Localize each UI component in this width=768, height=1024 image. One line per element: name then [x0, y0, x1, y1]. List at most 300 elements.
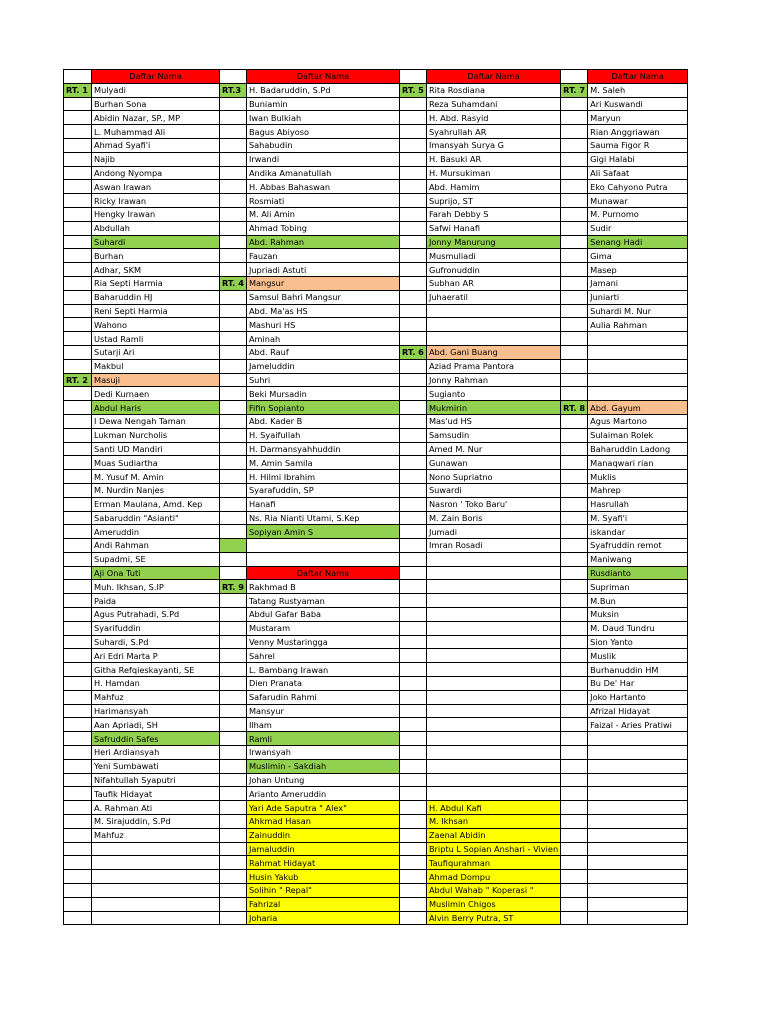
name-a-cell[interactable]: I Dewa Nengah Taman [92, 414, 220, 428]
name-a-cell[interactable]: Paida [92, 594, 220, 608]
rt-label-c-cell[interactable] [399, 456, 426, 470]
name-c-cell[interactable]: Taufiqurahman [426, 856, 560, 870]
rt-label-b-cell[interactable] [220, 746, 247, 760]
name-a-cell[interactable]: Lukman Nurcholis [92, 428, 220, 442]
name-b-cell[interactable]: H. Abbas Bahaswan [246, 180, 399, 194]
name-a-cell[interactable] [92, 911, 220, 925]
name-b-cell[interactable]: Husin Yakub [246, 870, 399, 884]
rt-label-a-cell[interactable] [64, 497, 92, 511]
name-d-cell[interactable]: Jamani [588, 276, 688, 290]
rt-label-c-cell[interactable] [399, 483, 426, 497]
rt-label-c-cell[interactable] [399, 414, 426, 428]
name-b-cell[interactable]: Johan Untung [246, 773, 399, 787]
header-cell-daftar-nama[interactable]: Daftar Nama [588, 70, 688, 84]
name-b-cell[interactable]: Muslimin - Sakdiah [246, 759, 399, 773]
name-c-cell[interactable]: Mukmirin [426, 401, 560, 415]
rt-label-c-cell[interactable] [399, 677, 426, 691]
name-d-cell[interactable] [588, 373, 688, 387]
rt-label-d-cell[interactable] [561, 470, 588, 484]
name-d-cell[interactable]: Muklis [588, 470, 688, 484]
name-c-cell[interactable]: Zaenal Abidin [426, 828, 560, 842]
rt-label-d-cell[interactable] [561, 166, 588, 180]
name-a-cell[interactable] [92, 842, 220, 856]
rt-label-b-cell[interactable] [220, 263, 247, 277]
name-c-cell[interactable]: Briptu L Sopian Anshari - Vivien [426, 842, 560, 856]
name-c-cell[interactable] [426, 649, 560, 663]
name-c-cell[interactable] [426, 787, 560, 801]
name-c-cell[interactable]: H. Basuki AR [426, 152, 560, 166]
rt-label-c-cell[interactable] [399, 594, 426, 608]
name-b-cell[interactable]: Ilham [246, 718, 399, 732]
rt-label-c-cell[interactable] [399, 166, 426, 180]
rt-label-c-cell[interactable] [399, 897, 426, 911]
name-c-cell[interactable] [426, 718, 560, 732]
name-d-cell[interactable]: Syafruddin remot [588, 539, 688, 553]
name-b-cell[interactable]: Buniamin [246, 97, 399, 111]
rt-label-c-cell[interactable] [399, 249, 426, 263]
name-d-cell[interactable]: Eko Cahyono Putra [588, 180, 688, 194]
rt-label-a-cell[interactable] [64, 97, 92, 111]
name-c-cell[interactable] [426, 677, 560, 691]
name-b-cell[interactable]: Mangsur [246, 276, 399, 290]
name-a-cell[interactable] [92, 870, 220, 884]
name-a-cell[interactable]: Aan Apriadi, SH [92, 718, 220, 732]
rt-label-b-cell[interactable] [220, 787, 247, 801]
name-d-cell[interactable]: Sudir [588, 221, 688, 235]
name-a-cell[interactable]: Ahmad Syafi'i [92, 138, 220, 152]
rt-label-c-cell[interactable] [399, 746, 426, 760]
name-c-cell[interactable]: Aziad Prama Pantora [426, 359, 560, 373]
name-a-cell[interactable]: Nifahtullah Syaputri [92, 773, 220, 787]
rt-label-d-cell[interactable] [561, 815, 588, 829]
rt-label-a-cell[interactable] [64, 359, 92, 373]
name-d-cell[interactable]: Gigi Halabi [588, 152, 688, 166]
rt-label-a-cell[interactable] [64, 332, 92, 346]
name-a-cell[interactable]: Abidin Nazar, SP., MP [92, 111, 220, 125]
name-c-cell[interactable]: Sugianto [426, 387, 560, 401]
name-d-cell[interactable]: Maniwang [588, 552, 688, 566]
rt-label-a-cell[interactable] [64, 608, 92, 622]
name-d-cell[interactable] [588, 732, 688, 746]
rt-label-c-cell[interactable] [399, 318, 426, 332]
name-c-cell[interactable]: Safwi Hanafi [426, 221, 560, 235]
rt-label-d-cell[interactable] [561, 194, 588, 208]
rt-label-b-cell[interactable] [220, 539, 247, 553]
name-b-cell[interactable]: Abd. Ma'as HS [246, 304, 399, 318]
name-c-cell[interactable]: Rita Rosdiana [426, 83, 560, 97]
name-a-cell[interactable]: Burhan Sona [92, 97, 220, 111]
rt-label-a-cell[interactable] [64, 566, 92, 580]
rt-label-a-cell[interactable] [64, 276, 92, 290]
name-d-cell[interactable]: Afrizal Hidayat [588, 704, 688, 718]
name-c-cell[interactable]: Abdul Wahab " Koperasi " [426, 884, 560, 898]
name-c-cell[interactable]: Reza Suhamdani [426, 97, 560, 111]
name-d-cell[interactable]: Joko Hartanto [588, 690, 688, 704]
name-b-cell[interactable]: Rakhmad B [246, 580, 399, 594]
rt-label-d-cell[interactable] [561, 704, 588, 718]
rt-label-d-cell[interactable] [561, 635, 588, 649]
name-c-cell[interactable] [426, 318, 560, 332]
rt-label-a-cell[interactable] [64, 414, 92, 428]
name-d-cell[interactable] [588, 332, 688, 346]
rt-label-c-cell[interactable] [399, 759, 426, 773]
rt-label-b-cell[interactable] [220, 483, 247, 497]
rt-label-a-cell[interactable] [64, 263, 92, 277]
rt-label-a-cell[interactable] [64, 897, 92, 911]
name-d-cell[interactable] [588, 897, 688, 911]
rt-label-a-cell[interactable] [64, 787, 92, 801]
rt-label-d-cell[interactable] [561, 387, 588, 401]
name-b-cell[interactable]: Iwan Bulkiah [246, 111, 399, 125]
rt-label-b-cell[interactable] [220, 621, 247, 635]
rt-label-b-cell[interactable] [220, 594, 247, 608]
name-b-cell[interactable]: H. Syaifullah [246, 428, 399, 442]
rt-label-c-cell[interactable] [399, 359, 426, 373]
name-d-cell[interactable]: M.Bun [588, 594, 688, 608]
name-c-cell[interactable]: Alvin Berry Putra, ST [426, 911, 560, 925]
name-a-cell[interactable]: Hengky Irawan [92, 207, 220, 221]
name-b-cell[interactable]: Rahmat Hidayat [246, 856, 399, 870]
rt-label-c-cell[interactable] [399, 70, 426, 84]
name-d-cell[interactable]: Rusdianto [588, 566, 688, 580]
rt-label-d-cell[interactable] [561, 580, 588, 594]
name-a-cell[interactable]: Agus Putrahadi, S.Pd [92, 608, 220, 622]
name-b-cell[interactable]: Irwansyah [246, 746, 399, 760]
name-c-cell[interactable] [426, 746, 560, 760]
rt-label-c-cell[interactable] [399, 815, 426, 829]
rt-label-a-cell[interactable] [64, 138, 92, 152]
name-d-cell[interactable]: Burhanuddin HM [588, 663, 688, 677]
name-a-cell[interactable]: Ria Septi Harmia [92, 276, 220, 290]
rt-label-c-cell[interactable] [399, 580, 426, 594]
rt-label-c-cell[interactable] [399, 787, 426, 801]
rt-label-d-cell[interactable] [561, 249, 588, 263]
name-a-cell[interactable]: Taufik Hidayat [92, 787, 220, 801]
name-b-cell[interactable]: Irwandi [246, 152, 399, 166]
name-d-cell[interactable]: Gima [588, 249, 688, 263]
rt-label-b-cell[interactable] [220, 387, 247, 401]
rt-label-d-cell[interactable] [561, 856, 588, 870]
rt-label-cell[interactable]: RT.3 [220, 83, 247, 97]
rt-label-c-cell[interactable] [399, 539, 426, 553]
rt-label-c-cell[interactable] [399, 842, 426, 856]
rt-label-b-cell[interactable] [220, 359, 247, 373]
rt-label-d-cell[interactable] [561, 718, 588, 732]
name-c-cell[interactable]: Subhan AR [426, 276, 560, 290]
rt-label-b-cell[interactable] [220, 690, 247, 704]
rt-label-d-cell[interactable] [561, 911, 588, 925]
rt-label-d-cell[interactable] [561, 221, 588, 235]
name-b-cell[interactable]: Abd. Kader B [246, 414, 399, 428]
rt-label-b-cell[interactable] [220, 704, 247, 718]
rt-label-d-cell[interactable] [561, 111, 588, 125]
rt-label-cell[interactable]: RT. 6 [399, 345, 426, 359]
name-a-cell[interactable]: Burhan [92, 249, 220, 263]
name-a-cell[interactable]: Heri Ardiansyah [92, 746, 220, 760]
name-c-cell[interactable] [426, 608, 560, 622]
name-d-cell[interactable]: Muslik [588, 649, 688, 663]
name-b-cell[interactable]: Joharia [246, 911, 399, 925]
name-a-cell[interactable]: Najib [92, 152, 220, 166]
rt-label-a-cell[interactable] [64, 249, 92, 263]
name-d-cell[interactable]: M. Purnomo [588, 207, 688, 221]
rt-label-c-cell[interactable] [399, 373, 426, 387]
rt-label-c-cell[interactable] [399, 111, 426, 125]
rt-label-c-cell[interactable] [399, 428, 426, 442]
name-a-cell[interactable]: Wahono [92, 318, 220, 332]
name-c-cell[interactable] [426, 690, 560, 704]
rt-label-a-cell[interactable] [64, 649, 92, 663]
rt-label-b-cell[interactable] [220, 911, 247, 925]
name-a-cell[interactable]: Sabaruddin "Asianti" [92, 511, 220, 525]
name-b-cell[interactable]: Dien Pranata [246, 677, 399, 691]
rt-label-b-cell[interactable] [220, 332, 247, 346]
rt-label-cell[interactable]: RT. 2 [64, 373, 92, 387]
name-c-cell[interactable] [426, 732, 560, 746]
rt-label-b-cell[interactable] [220, 456, 247, 470]
rt-label-b-cell[interactable] [220, 166, 247, 180]
name-d-cell[interactable] [588, 787, 688, 801]
rt-label-c-cell[interactable] [399, 387, 426, 401]
rt-label-d-cell[interactable] [561, 552, 588, 566]
name-d-cell[interactable]: Aulia Rahman [588, 318, 688, 332]
rt-label-c-cell[interactable] [399, 401, 426, 415]
rt-label-a-cell[interactable] [64, 152, 92, 166]
rt-label-c-cell[interactable] [399, 704, 426, 718]
rt-label-b-cell[interactable] [220, 470, 247, 484]
name-d-cell[interactable]: Muksin [588, 608, 688, 622]
rt-label-b-cell[interactable] [220, 897, 247, 911]
name-a-cell[interactable]: Mahfuz [92, 690, 220, 704]
name-a-cell[interactable]: M. Yusuf M. Amin [92, 470, 220, 484]
name-d-cell[interactable]: Supriman [588, 580, 688, 594]
name-d-cell[interactable] [588, 911, 688, 925]
rt-label-a-cell[interactable] [64, 470, 92, 484]
name-b-cell[interactable]: Ns. Ria Nianti Utami, S.Kep [246, 511, 399, 525]
rt-label-a-cell[interactable] [64, 387, 92, 401]
rt-label-a-cell[interactable] [64, 911, 92, 925]
rt-label-a-cell[interactable] [64, 746, 92, 760]
name-d-cell[interactable]: Maryun [588, 111, 688, 125]
rt-label-a-cell[interactable] [64, 732, 92, 746]
rt-label-c-cell[interactable] [399, 152, 426, 166]
name-b-cell[interactable]: Ahkmad Hasan [246, 815, 399, 829]
rt-label-d-cell[interactable] [561, 207, 588, 221]
name-d-cell[interactable]: M. Daud Tundru [588, 621, 688, 635]
rt-label-d-cell[interactable] [561, 870, 588, 884]
name-a-cell[interactable]: M. Nurdin Nanjes [92, 483, 220, 497]
rt-label-d-cell[interactable] [561, 621, 588, 635]
rt-label-d-cell[interactable] [561, 138, 588, 152]
name-b-cell[interactable]: Beki Mursadin [246, 387, 399, 401]
name-c-cell[interactable] [426, 332, 560, 346]
rt-label-b-cell[interactable] [220, 552, 247, 566]
rt-label-b-cell[interactable] [220, 373, 247, 387]
rt-label-d-cell[interactable] [561, 152, 588, 166]
name-d-cell[interactable] [588, 815, 688, 829]
name-a-cell[interactable] [92, 856, 220, 870]
name-c-cell[interactable]: Muslimin Chigos [426, 897, 560, 911]
rt-label-c-cell[interactable] [399, 263, 426, 277]
rt-label-b-cell[interactable] [220, 635, 247, 649]
rt-label-d-cell[interactable] [561, 677, 588, 691]
rt-label-b-cell[interactable] [220, 870, 247, 884]
name-c-cell[interactable] [426, 759, 560, 773]
name-c-cell[interactable]: M. Zain Boris [426, 511, 560, 525]
rt-label-b-cell[interactable] [220, 442, 247, 456]
rt-label-c-cell[interactable] [399, 304, 426, 318]
rt-label-d-cell[interactable] [561, 290, 588, 304]
header-cell-daftar-nama[interactable]: Daftar Nama [426, 70, 560, 84]
rt-label-b-cell[interactable] [220, 249, 247, 263]
name-b-cell[interactable] [246, 539, 399, 553]
name-c-cell[interactable] [426, 566, 560, 580]
name-a-cell[interactable]: Mulyadi [92, 83, 220, 97]
name-a-cell[interactable]: Suhardi, S.Pd [92, 635, 220, 649]
rt-label-b-cell[interactable] [220, 125, 247, 139]
name-b-cell[interactable]: Arianto Ameruddin [246, 787, 399, 801]
rt-label-a-cell[interactable] [64, 194, 92, 208]
name-a-cell[interactable] [92, 884, 220, 898]
rt-label-d-cell[interactable] [561, 828, 588, 842]
name-a-cell[interactable]: Ameruddin [92, 525, 220, 539]
name-d-cell[interactable] [588, 359, 688, 373]
rt-label-a-cell[interactable] [64, 539, 92, 553]
rt-label-a-cell[interactable] [64, 456, 92, 470]
name-d-cell[interactable] [588, 870, 688, 884]
name-c-cell[interactable]: Farah Debby S [426, 207, 560, 221]
rt-label-b-cell[interactable] [220, 608, 247, 622]
rt-label-b-cell[interactable] [220, 414, 247, 428]
rt-label-b-cell[interactable] [220, 525, 247, 539]
rt-label-c-cell[interactable] [399, 635, 426, 649]
rt-label-c-cell[interactable] [399, 276, 426, 290]
name-d-cell[interactable] [588, 773, 688, 787]
rt-label-b-cell[interactable] [220, 828, 247, 842]
rt-label-d-cell[interactable] [561, 318, 588, 332]
header-cell-daftar-nama[interactable]: Daftar Nama [246, 70, 399, 84]
rt-label-b-cell[interactable] [220, 511, 247, 525]
rt-label-a-cell[interactable] [64, 428, 92, 442]
rt-label-a-cell[interactable] [64, 690, 92, 704]
rt-label-c-cell[interactable] [399, 525, 426, 539]
name-b-cell[interactable]: Rosmiati [246, 194, 399, 208]
name-b-cell[interactable]: M. Ali Amin [246, 207, 399, 221]
rt-label-a-cell[interactable] [64, 235, 92, 249]
name-d-cell[interactable] [588, 884, 688, 898]
name-d-cell[interactable]: Sion Yanto [588, 635, 688, 649]
rt-label-d-cell[interactable] [561, 690, 588, 704]
name-b-cell[interactable]: Samsul Bahri Mangsur [246, 290, 399, 304]
rt-label-c-cell[interactable] [399, 773, 426, 787]
rt-label-a-cell[interactable] [64, 856, 92, 870]
rt-label-a-cell[interactable] [64, 290, 92, 304]
rt-label-cell[interactable]: RT. 4 [220, 276, 247, 290]
name-a-cell[interactable]: Suhardi [92, 235, 220, 249]
name-c-cell[interactable] [426, 704, 560, 718]
rt-label-a-cell[interactable] [64, 718, 92, 732]
name-c-cell[interactable]: M. Ikhsan [426, 815, 560, 829]
rt-label-b-cell[interactable] [220, 221, 247, 235]
rt-label-a-cell[interactable] [64, 125, 92, 139]
rt-label-d-cell[interactable] [561, 70, 588, 84]
rt-label-c-cell[interactable] [399, 511, 426, 525]
name-b-cell[interactable]: L. Bambang Irawan [246, 663, 399, 677]
name-b-cell[interactable]: Sopiyan Amin S [246, 525, 399, 539]
rt-label-cell[interactable]: RT. 8 [561, 401, 588, 415]
name-a-cell[interactable]: Abdullah [92, 221, 220, 235]
rt-label-c-cell[interactable] [399, 801, 426, 815]
name-c-cell[interactable]: H. Mursukiman [426, 166, 560, 180]
name-c-cell[interactable] [426, 773, 560, 787]
name-c-cell[interactable] [426, 580, 560, 594]
name-a-cell[interactable]: Supadmi, SE [92, 552, 220, 566]
rt-label-d-cell[interactable] [561, 732, 588, 746]
rt-label-a-cell[interactable] [64, 111, 92, 125]
rt-label-c-cell[interactable] [399, 180, 426, 194]
name-c-cell[interactable] [426, 594, 560, 608]
rt-label-c-cell[interactable] [399, 649, 426, 663]
rt-label-c-cell[interactable] [399, 690, 426, 704]
rt-label-a-cell[interactable] [64, 621, 92, 635]
rt-label-a-cell[interactable] [64, 552, 92, 566]
rt-label-d-cell[interactable] [561, 97, 588, 111]
name-b-cell[interactable]: Suhri [246, 373, 399, 387]
name-c-cell[interactable]: Amed M. Nur [426, 442, 560, 456]
name-c-cell[interactable]: Ahmad Dompu [426, 870, 560, 884]
name-b-cell[interactable]: Ramli [246, 732, 399, 746]
header-cell-daftar-nama[interactable]: Daftar Nama [246, 566, 399, 580]
name-d-cell[interactable] [588, 856, 688, 870]
name-a-cell[interactable]: A. Rahman Ati [92, 801, 220, 815]
rt-label-a-cell[interactable] [64, 704, 92, 718]
rt-label-c-cell[interactable] [399, 221, 426, 235]
rt-label-d-cell[interactable] [561, 428, 588, 442]
name-d-cell[interactable] [588, 842, 688, 856]
rt-label-cell[interactable]: RT. 7 [561, 83, 588, 97]
rt-label-c-cell[interactable] [399, 884, 426, 898]
name-b-cell[interactable] [246, 552, 399, 566]
name-d-cell[interactable]: Agus Martono [588, 414, 688, 428]
rt-label-d-cell[interactable] [561, 497, 588, 511]
name-d-cell[interactable]: Baharuddin Ladong [588, 442, 688, 456]
name-b-cell[interactable]: Fahrizal [246, 897, 399, 911]
rt-label-d-cell[interactable] [561, 414, 588, 428]
name-b-cell[interactable]: Zainuddin [246, 828, 399, 842]
header-cell-daftar-nama[interactable]: Daftar Nama [92, 70, 220, 84]
name-a-cell[interactable]: Muas Sudiartha [92, 456, 220, 470]
rt-label-b-cell[interactable] [220, 97, 247, 111]
rt-label-b-cell[interactable] [220, 318, 247, 332]
rt-label-b-cell[interactable] [220, 152, 247, 166]
rt-label-a-cell[interactable] [64, 180, 92, 194]
name-c-cell[interactable] [426, 663, 560, 677]
name-b-cell[interactable]: Mansyur [246, 704, 399, 718]
name-c-cell[interactable]: H. Abdul Kafi [426, 801, 560, 815]
name-b-cell[interactable]: Andika Amanatullah [246, 166, 399, 180]
rt-label-a-cell[interactable] [64, 525, 92, 539]
rt-label-c-cell[interactable] [399, 497, 426, 511]
rt-label-b-cell[interactable] [220, 759, 247, 773]
name-d-cell[interactable]: Ali Safaat [588, 166, 688, 180]
rt-label-a-cell[interactable] [64, 318, 92, 332]
rt-label-d-cell[interactable] [561, 235, 588, 249]
rt-label-c-cell[interactable] [399, 828, 426, 842]
name-d-cell[interactable]: Mahrep [588, 483, 688, 497]
rt-label-d-cell[interactable] [561, 663, 588, 677]
name-b-cell[interactable]: Abd. Rahman [246, 235, 399, 249]
rt-label-d-cell[interactable] [561, 773, 588, 787]
